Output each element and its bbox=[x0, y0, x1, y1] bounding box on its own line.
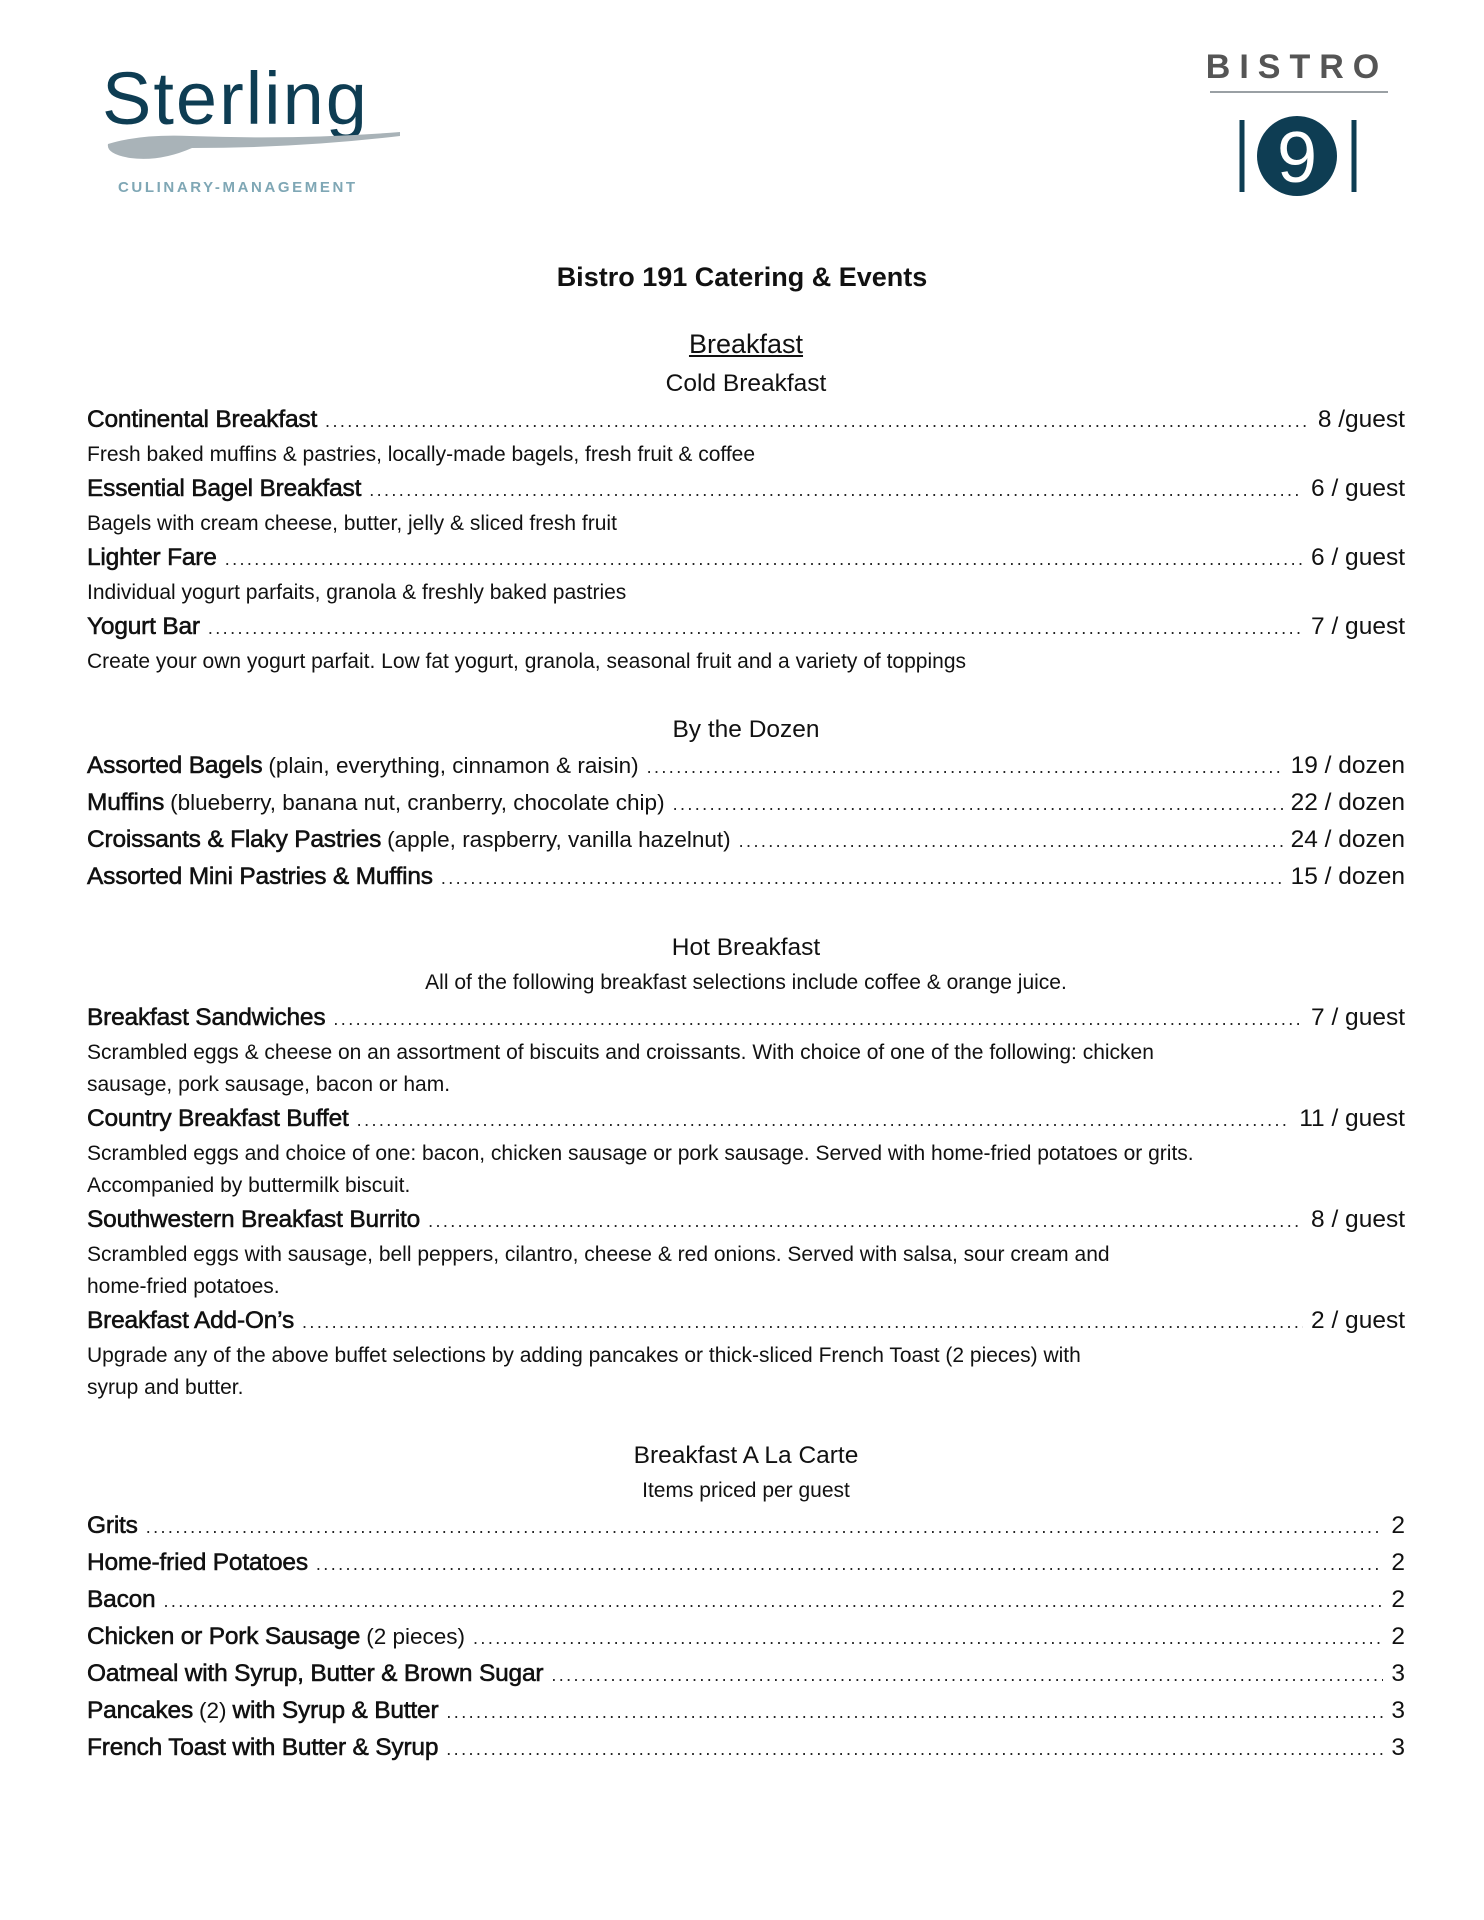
sterling-wordmark: Sterling bbox=[102, 57, 369, 140]
menu-item bbox=[87, 1656, 1405, 1693]
item-note: (blueberry, banana nut, cranberry, chocolate chip) bbox=[170, 790, 665, 815]
item-description: Scrambled eggs with sausage, bell peppers, cilantro, cheese & red onions. Served with salsa, sour cream and bbox=[87, 1243, 1110, 1266]
dot-leader bbox=[473, 1621, 1383, 1656]
item-price: 2 bbox=[1391, 1586, 1405, 1613]
menu-item bbox=[87, 785, 1405, 822]
item-description: Create your own yogurt parfait. Low fat yogurt, granola, seasonal fruit and a variety of toppings bbox=[87, 650, 966, 673]
item-price: 15 / dozen bbox=[1290, 863, 1405, 890]
sterling-logo bbox=[100, 52, 410, 202]
dot-leader bbox=[302, 1305, 1303, 1340]
item-price: 2 / guest bbox=[1311, 1307, 1405, 1334]
item-price: 3 bbox=[1391, 1734, 1405, 1761]
item-name: Grits bbox=[87, 1512, 138, 1539]
item-note: (apple, raspberry, vanilla hazelnut) bbox=[387, 827, 731, 852]
dot-leader bbox=[225, 542, 1303, 577]
section-title: Breakfast bbox=[688, 329, 804, 359]
item-price: 11 / guest bbox=[1299, 1105, 1405, 1132]
item-name: Breakfast Add-On’s bbox=[87, 1307, 295, 1334]
item-name: Country Breakfast Buffet bbox=[87, 1105, 349, 1132]
dot-leader bbox=[739, 824, 1283, 859]
item-name: Bacon bbox=[87, 1586, 156, 1613]
menu-item bbox=[87, 402, 1405, 439]
item-name: Pancakes bbox=[87, 1697, 193, 1724]
menu-item bbox=[87, 748, 1405, 785]
item-price: 6 / guest bbox=[1311, 475, 1405, 502]
item-name: Continental Breakfast bbox=[87, 406, 318, 433]
dot-leader bbox=[333, 1002, 1303, 1037]
item-name: Yogurt Bar bbox=[87, 613, 200, 640]
item-name: Home-fried Potatoes bbox=[87, 1549, 308, 1576]
item-description: Fresh baked muffins & pastries, locally-made bagels, fresh fruit & coffee bbox=[87, 443, 756, 466]
item-price: 2 bbox=[1391, 1623, 1405, 1650]
dot-leader bbox=[428, 1204, 1303, 1239]
dot-leader bbox=[146, 1510, 1384, 1545]
dot-leader bbox=[369, 473, 1303, 508]
dot-leader bbox=[647, 750, 1283, 785]
dot-leader bbox=[163, 1584, 1383, 1619]
dot-leader bbox=[357, 1103, 1292, 1138]
item-price: 24 / dozen bbox=[1290, 826, 1405, 853]
item-price: 8 / guest bbox=[1311, 1206, 1405, 1233]
item-note: (plain, everything, cinnamon & raisin) bbox=[268, 753, 639, 778]
item-description: Upgrade any of the above buffet selections by adding pancakes or thick-sliced French Toast (2 pieces) with bbox=[87, 1344, 1081, 1367]
item-price: 8 /guest bbox=[1317, 406, 1405, 433]
item-name: Croissants & Flaky Pastries bbox=[87, 826, 382, 853]
item-name: Southwestern Breakfast Burrito bbox=[87, 1206, 421, 1233]
dot-leader bbox=[208, 611, 1303, 646]
item-description: Accompanied by buttermilk biscuit. bbox=[87, 1174, 411, 1197]
item-price: 7 / guest bbox=[1311, 613, 1405, 640]
item-name: Assorted Mini Pastries & Muffins bbox=[87, 863, 433, 890]
menu-item bbox=[87, 1619, 1405, 1656]
item-price: 19 / dozen bbox=[1290, 752, 1405, 779]
dot-leader bbox=[316, 1547, 1383, 1582]
item-note: (2 pieces) bbox=[366, 1624, 466, 1649]
menu-item bbox=[87, 540, 1405, 577]
item-price: 22 / dozen bbox=[1290, 789, 1405, 816]
item-description: Individual yogurt parfaits, granola & freshly baked pastries bbox=[87, 581, 627, 604]
alacarte-note: Items priced per guest bbox=[642, 1479, 850, 1502]
item-name: Breakfast Sandwiches bbox=[87, 1004, 326, 1031]
item-description: syrup and butter. bbox=[87, 1376, 244, 1399]
item-price: 2 bbox=[1391, 1549, 1405, 1576]
item-description: Scrambled eggs and choice of one: bacon, chicken sausage or pork sausage. Served with home-fried potatoes or grits. bbox=[87, 1142, 1194, 1165]
menu-item bbox=[87, 609, 1405, 646]
dot-leader bbox=[441, 861, 1283, 896]
dot-leader bbox=[446, 1732, 1383, 1767]
dozen-heading: By the Dozen bbox=[672, 716, 820, 743]
dot-leader bbox=[446, 1695, 1383, 1730]
hot-heading: Hot Breakfast bbox=[671, 934, 821, 961]
item-name: Chicken or Pork Sausage bbox=[87, 1623, 361, 1650]
item-note: (2) bbox=[199, 1698, 227, 1723]
dot-leader bbox=[551, 1658, 1383, 1693]
item-price: 3 bbox=[1391, 1660, 1405, 1687]
menu-item bbox=[87, 1582, 1405, 1619]
dozen-list bbox=[87, 748, 1405, 896]
item-price: 6 / guest bbox=[1311, 544, 1405, 571]
menu-item bbox=[87, 1101, 1405, 1138]
item-price: 2 bbox=[1391, 1512, 1405, 1539]
item-name: Assorted Bagels bbox=[87, 752, 263, 779]
item-name-suffix: with Syrup & Butter bbox=[232, 1697, 439, 1724]
menu-item bbox=[87, 1000, 1405, 1037]
menu-item bbox=[87, 1303, 1405, 1340]
item-description: Scrambled eggs & cheese on an assortment of biscuits and croissants. With choice of one of the following: chicken bbox=[87, 1041, 1154, 1064]
item-price: 3 bbox=[1391, 1697, 1405, 1724]
dot-leader bbox=[673, 787, 1283, 822]
item-name: Muffins bbox=[87, 789, 165, 816]
menu-item bbox=[87, 822, 1405, 859]
item-name: Oatmeal with Syrup, Butter & Brown Sugar bbox=[87, 1660, 544, 1687]
cold-list bbox=[87, 402, 1405, 678]
alacarte-heading: Breakfast A La Carte bbox=[633, 1442, 859, 1469]
logo-nine: 9 bbox=[1276, 118, 1318, 198]
menu-item bbox=[87, 859, 1405, 896]
item-name: Essential Bagel Breakfast bbox=[87, 475, 362, 502]
alacarte-list bbox=[87, 1508, 1405, 1767]
menu-item bbox=[87, 471, 1405, 508]
menu-item bbox=[87, 1730, 1405, 1767]
menu-item bbox=[87, 1545, 1405, 1582]
dot-leader bbox=[325, 404, 1310, 439]
menu-item bbox=[87, 1693, 1405, 1730]
hot-list bbox=[87, 1000, 1405, 1404]
item-description: sausage, pork sausage, bacon or ham. bbox=[87, 1073, 451, 1096]
bistro-wordmark: BISTRO bbox=[1205, 48, 1389, 86]
item-description: home-fried potatoes. bbox=[87, 1275, 280, 1298]
hot-note: All of the following breakfast selections include coffee & orange juice. bbox=[425, 971, 1067, 994]
menu-content bbox=[87, 322, 1405, 1767]
sterling-tagline: CULINARY-MANAGEMENT bbox=[118, 179, 358, 196]
cold-heading: Cold Breakfast bbox=[665, 370, 827, 397]
menu-item bbox=[87, 1202, 1405, 1239]
bistro-191-logo bbox=[1196, 46, 1398, 206]
menu-item bbox=[87, 1508, 1405, 1545]
item-name: Lighter Fare bbox=[87, 544, 217, 571]
item-description: Bagels with cream cheese, butter, jelly & sliced fresh fruit bbox=[87, 512, 617, 535]
page-title: Bistro 191 Catering & Events bbox=[556, 262, 928, 292]
item-name: French Toast with Butter & Syrup bbox=[87, 1734, 439, 1761]
item-price: 7 / guest bbox=[1311, 1004, 1405, 1031]
